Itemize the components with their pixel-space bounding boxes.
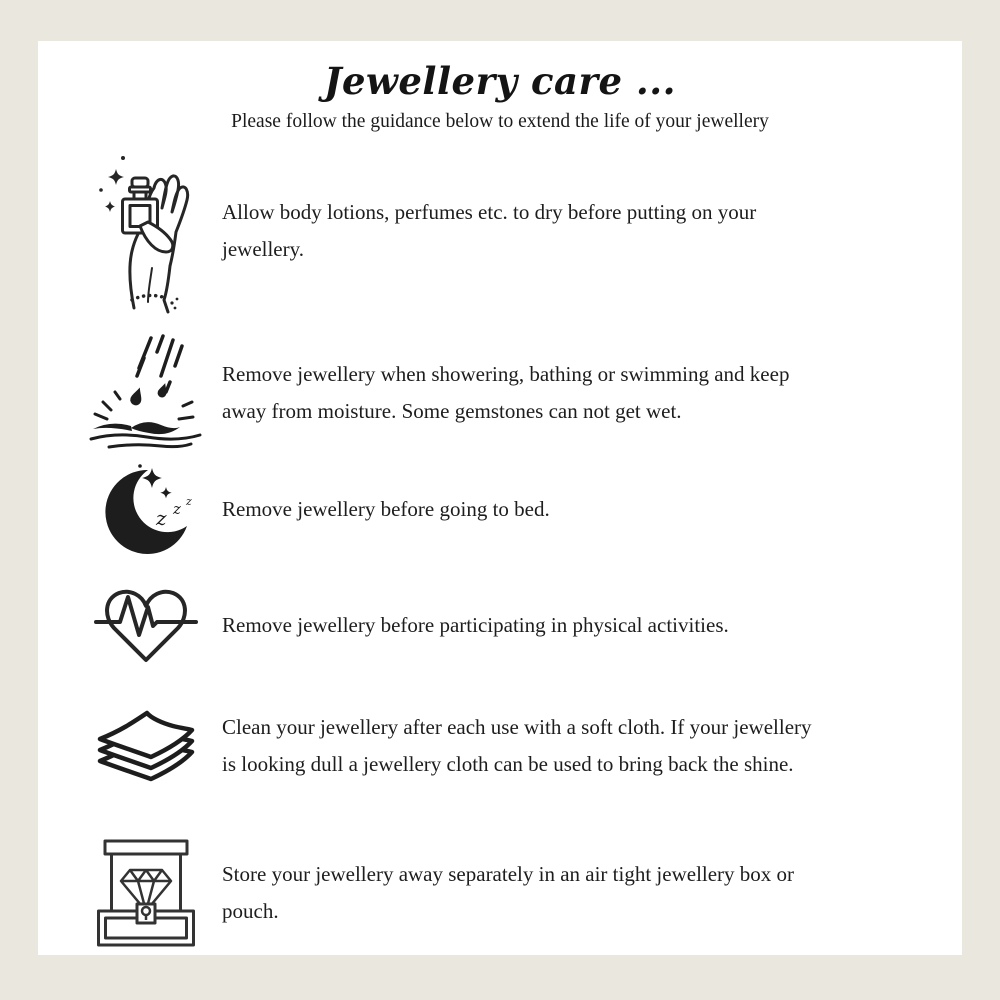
care-line: jewellery. [222,236,305,261]
zzz-letter: z [173,499,181,518]
care-line: Remove jewellery before participating in physical activities. [222,612,729,637]
care-line: away from moisture. Some gemstones can not get wet. [222,398,682,423]
moon-sleep-icon [86,462,206,558]
care-line: Remove jewellery when showering, bathing or swimming and keep [222,361,790,386]
zzz-letter: z [156,505,167,530]
care-line: Remove jewellery before going to bed. [222,497,550,521]
care-item-text [222,856,794,930]
page-subtitle: Please follow the guidance below to extend the life of your jewellery [231,111,769,132]
care-line: Store your jewellery away separately in an air tight jewellery box or [222,861,795,886]
care-item-storage [86,835,942,950]
care-item-text [222,356,789,430]
care-item-lotions [86,148,942,313]
care-card [38,41,962,955]
care-line: Allow body lotions, perfumes etc. to dry before putting on your [222,199,757,224]
heartbeat-icon [86,581,206,669]
water-splash-icon [86,332,206,454]
cloth-stack-icon [86,705,206,787]
care-line: Clean your jewellery after each use with a soft cloth. If your jewellery [222,715,812,739]
care-item-text [222,607,729,644]
care-item-text [222,709,812,783]
care-item-text [222,194,756,268]
care-item-text [222,491,550,528]
page-title: Jewellery care ... [323,59,677,103]
care-line: is looking dull a jewellery cloth can be used to bring back the shine. [222,752,794,776]
hand-perfume-icon [86,148,206,314]
zzz-letter: z [186,494,192,508]
care-item-water [86,330,942,455]
care-item-activities [86,585,942,665]
care-list [38,148,962,950]
care-item-bed [86,462,942,557]
care-line: pouch. [222,898,279,923]
care-item-cleaning [86,706,942,786]
jewellery-box-icon [86,836,206,950]
